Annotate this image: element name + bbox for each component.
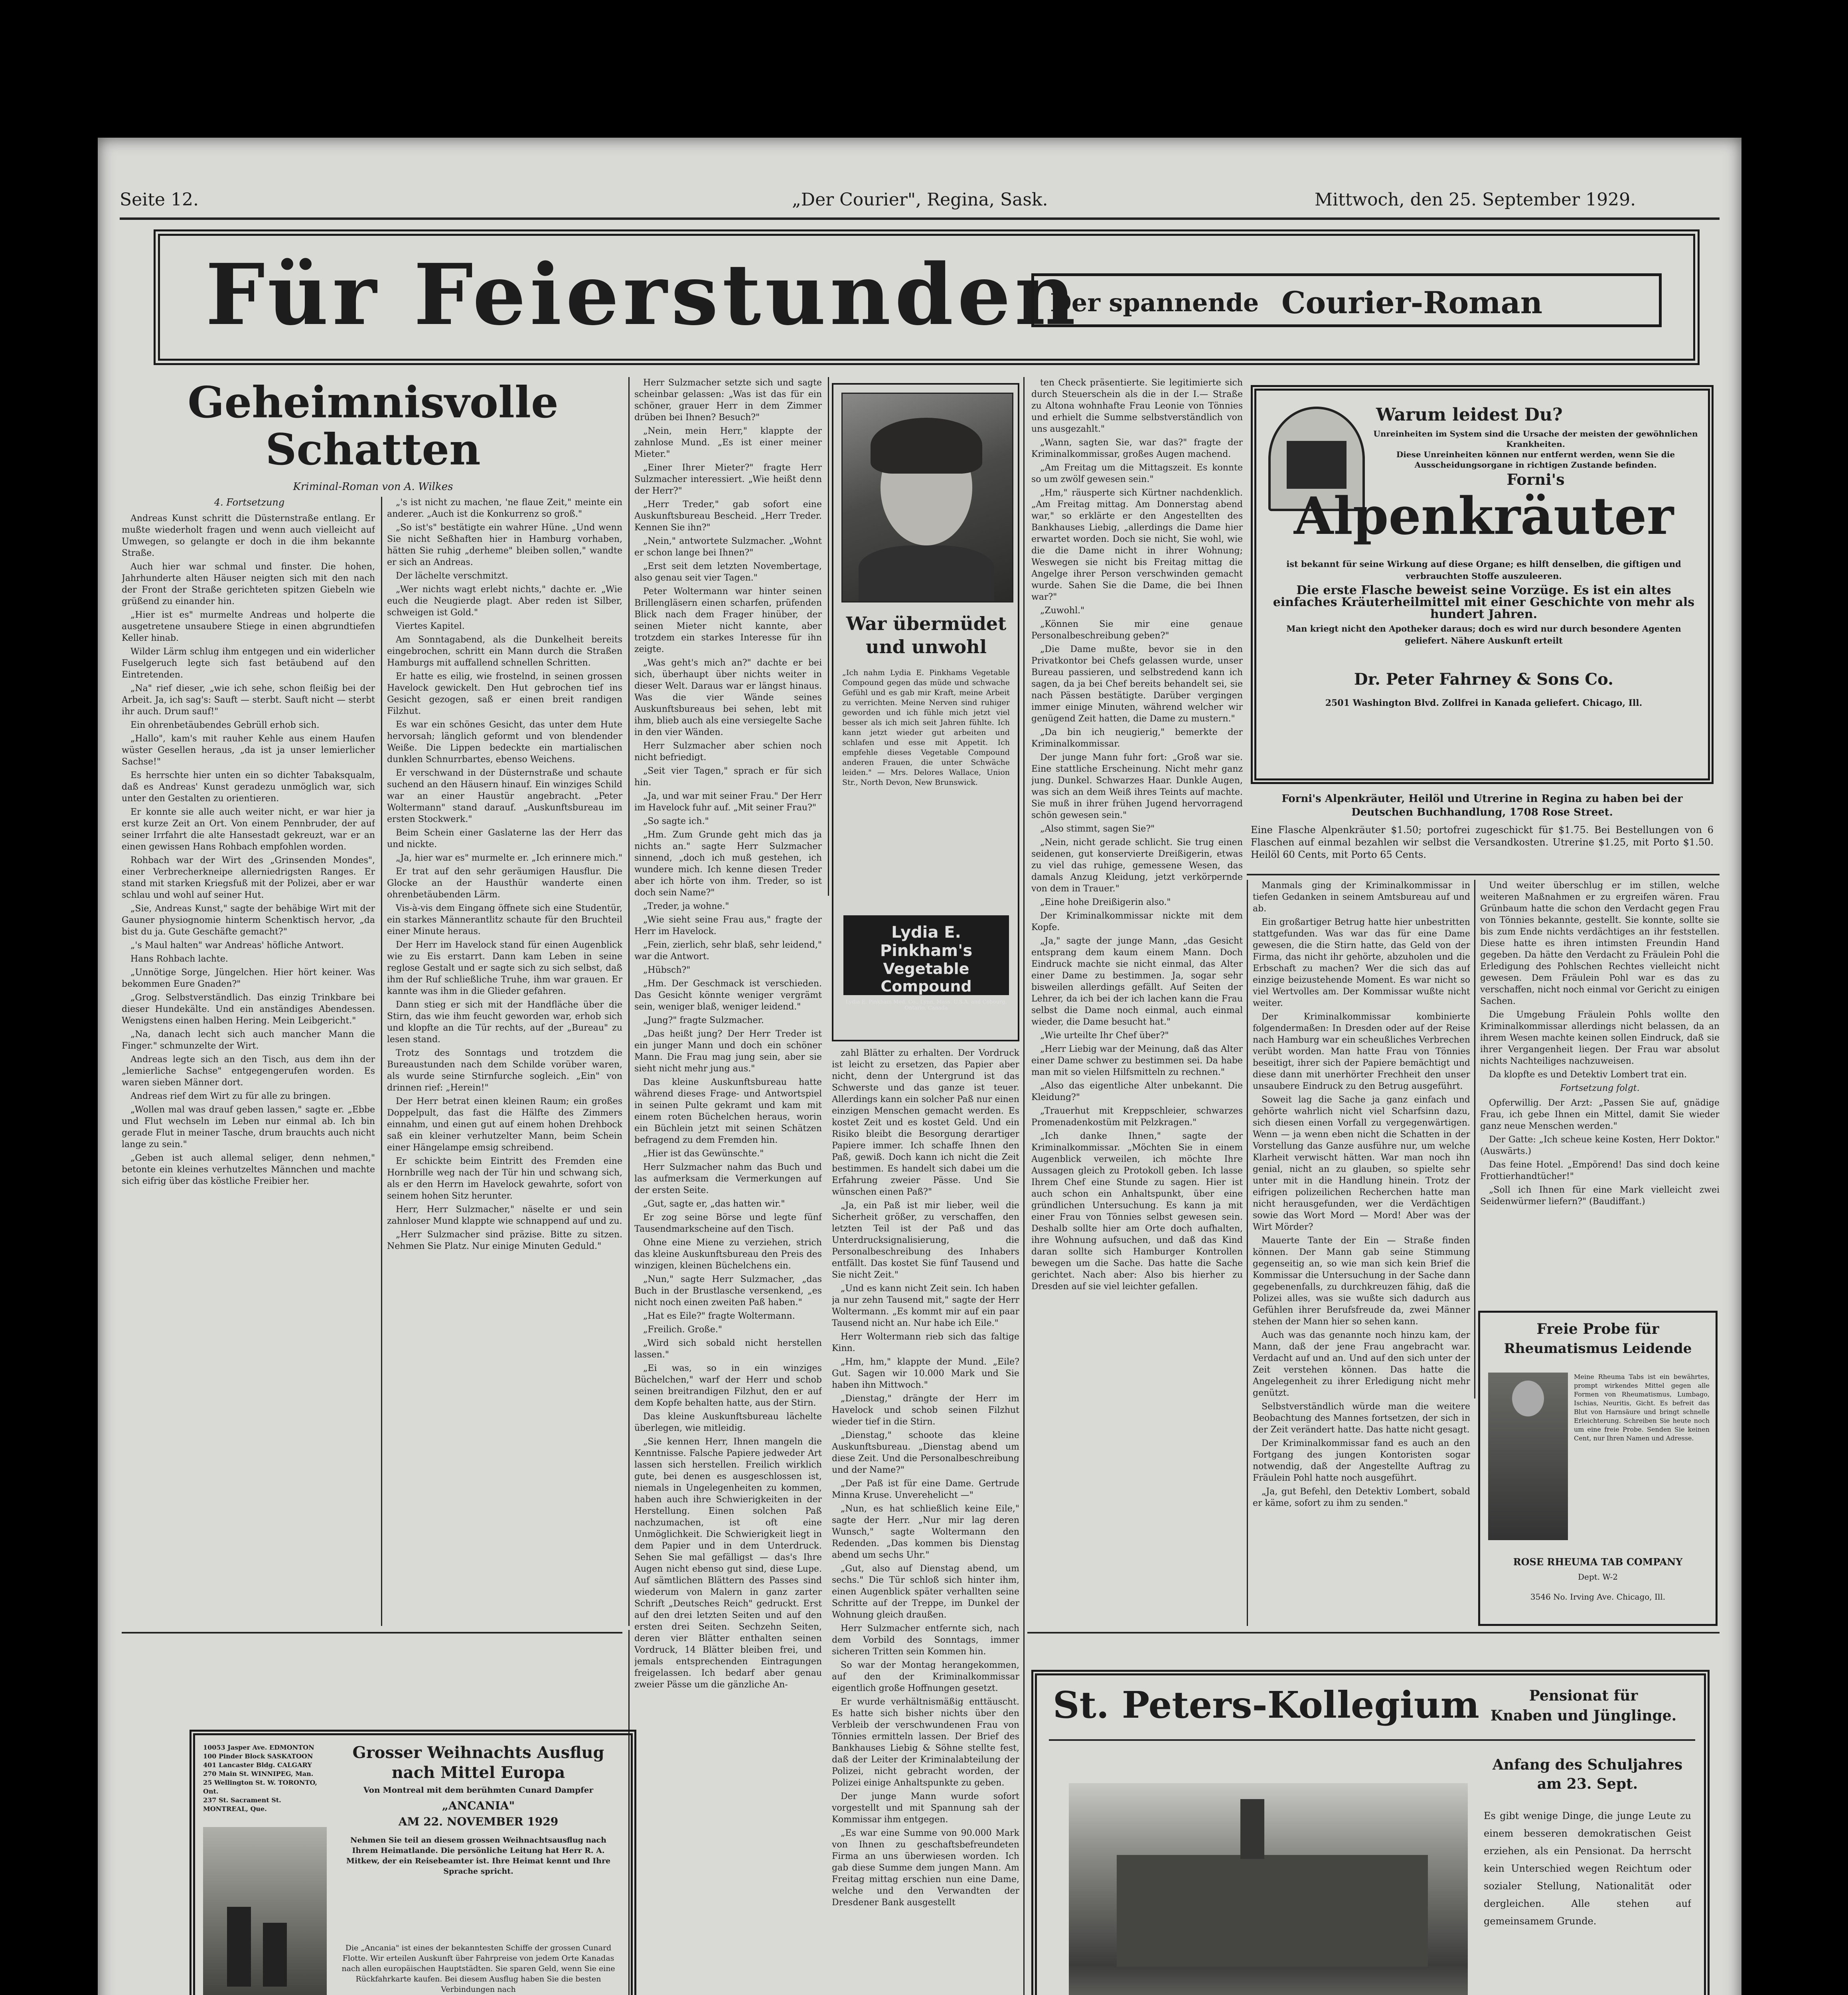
story-paragraph: Der junge Mann wurde sofort vorgestellt und mit Spannung sah der Kommissar ihm entgegen. — [832, 1792, 1019, 1825]
story-paragraph: Herr Sulzmacher entfernte sich, nach dem Vorbild des Sonntags, immer sicheren Tritten sein Kommen hin. — [832, 1624, 1019, 1657]
forni-company: Dr. Peter Fahrney & Sons Co. — [1354, 670, 1614, 689]
office-address: 100 Pinder Block SASKATOON — [203, 1752, 313, 1760]
office-address: 401 Lancaster Bldg. CALGARY — [203, 1761, 312, 1769]
story-paragraph: „Es war eine Summe von 90.000 Mark von Ihnen zu geschaftsbefreundeten Firma an uns überwiesen worden. Ich gab diese Summe dem jungen Mann. Am Freitag mittag erschien nun eine Dame, welche und den Verwandten der Dresdener Bank ausgestellt — [832, 1828, 1019, 1908]
stpeter-anfang: Anfang des Schuljahres am 23. Sept. — [1492, 1756, 1683, 1792]
story-paragraph: „Ich danke Ihnen," sagte der Kriminalkommissar. „Möchten Sie in einem Augenblick verweilen, ich möchte Ihre Aussagen gleich zu Protokoll geben. Ich lasse Ihrem Chef eine Stunde zu sagen. Hier ist auch schon ein Anhaltspunkt, über eine gründlichen Untersuchung. Es kann ja mit einer Frau von Tönnies selbst gewesen sein. Deshalb sollte hier am Orte doch aufhalten, ihre Wohnung aufsuchen, und daß das Kind daran sollte sich Hamburger Kontrollen bewegen um die Sache. Das hatte die Sache gerichtet. Nach aber: Also bis hierher zu Dresden auf sie viel leichter gefallen. — [1031, 1131, 1243, 1292]
story-paragraph: ten Check präsentierte. Sie legitimierte sich durch Steuerschein als die in der I.— Straße zu Altona wohnhafte Frau Leonie von Tönnies und erhielt die Summe selbstverständlich von uns ausgezahlt." — [1031, 378, 1243, 434]
story-paragraph: Der Gatte: „Ich scheue keine Kosten, Herr Doktor." (Auswärts.) — [1480, 1135, 1720, 1156]
story-installment: 4. Fortsetzung — [214, 497, 285, 508]
story-paragraph: „Wird sich sobald nicht herstellen lassen." — [634, 1338, 822, 1360]
story-paragraph: „Was geht's mich an?" dachte er bei sich, überhaupt über nichts weiter in dieser Welt. Daraus war er längst hinaus. Was die vier Wände seines Auskunftsbureaus bei sehen, lebt mit ihm, blieb auch als eine versiegelte Sache in den vier Wänden. — [634, 658, 822, 737]
story-paragraph: Er trat auf den sehr geräumigen Hausflur. Die Glocke an der Hausthür wanderte einen ohrenbetäubenden Lärm. — [387, 867, 622, 900]
story-paragraph: „Nun," sagte Herr Sulzmacher, „das Buch in der Brustlasche versenkend, „es nicht noch einen zweiten Paß haben." — [634, 1274, 822, 1308]
forni-prices: Eine Flasche Alpenkräuter $1.50; portofrei zugeschickt für $1.75. Bei Bestellungen von 6 Flaschen auf einmal bezahlen wir selbst die Versandkosten. Utrerine $1.25, mit Porto $1.50. Heilöl 60 Cents, mit Porto 65 Cents. — [1251, 824, 1714, 860]
story-paragraph: Viertes Kapitel. — [396, 621, 465, 631]
story-paragraph: Beim Schein einer Gaslaterne las der Herr das und nickte. — [387, 828, 622, 849]
column-rule — [1474, 880, 1475, 1398]
story-paragraph: So war der Montag herangekommen, auf den der Kriminalkommissar eigentlich große Hoffnungen gesetzt. — [832, 1660, 1019, 1693]
forni-desc-line: Die erste Flasche beweist seine Vorzüge. Es ist ein altes einfaches Kräuterheilmittel mit einer Geschichte von mehr als hundert Jahren. — [1273, 583, 1695, 621]
story-paragraph: „Hat es Eile?" fragte Woltermann. — [643, 1311, 795, 1321]
story-paragraph: „Ja, und war mit seiner Frau." Der Herr im Havelock fuhr auf. „Mit seiner Frau?" — [634, 791, 822, 813]
story-paragraph: Der Herr betrat einen kleinen Raum; ein großes Doppelpult, das fast die Hälfte des Zimmers einnahm, und einen gut auf einem hohen Drehbock saß ein kleiner verhutzelter Mann, beim Schein einer Hängelampe emsig schreibend. — [387, 1096, 622, 1153]
story-paragraph: Wilder Lärm schlug ihm entgegen und ein widerlicher Fuselgeruch legte sich fast betäubend auf den Eintretenden. — [122, 647, 375, 680]
story-paragraph: „Eine hohe Dreißigerin also." — [1040, 897, 1171, 907]
story-paragraph: „Ja, ein Paß ist mir lieber, weil die Sicherheit größer, zu verschaffen, den letzten Teil ist der Paß und das Unterdrucksignalisierung, die Personalbeschreibung des Inhabers entfällt. Das kostet Sie fünf Tausend und Sie nicht Zeit." — [832, 1201, 1019, 1280]
story-paragraph: „Hm," räusperte sich Kürtner nachdenklich. „Am Freitag mittag. Am Donnerstag abend war," so erklärte er den Angestellten des Bankhauses Liebig, „allerdings die Dame hier erwartet worden. Doch sie nicht, Sie wohl, wie die die Dame nicht in ihrer Wohnung; Weswegen sie nicht bis Freitag mittag die Angelge ihrer Person verschwinden gemacht wurde. Sahen Sie die Dame, die bei Ihnen war?" — [1031, 488, 1243, 602]
rheuma-company: ROSE RHEUMA TAB COMPANY — [1513, 1556, 1683, 1568]
column-rule — [381, 497, 382, 1626]
rheuma-title-1: Freie Probe für — [1536, 1321, 1659, 1337]
rheuma-address: 3546 No. Irving Ave. Chicago, Ill. — [1530, 1592, 1666, 1602]
college-building-photo — [1069, 1783, 1468, 1995]
story-paragraph: Das feine Hotel. „Empörend! Das sind doch keine Frottierhandtücher!" — [1480, 1160, 1720, 1181]
story-paragraph: Opferwillig. Der Arzt: „Passen Sie auf, gnädige Frau, ich gebe Ihnen ein Mittel, damit Sie wieder ganz neue Menschen werden." — [1480, 1098, 1720, 1131]
story-paragraph: Manmals ging der Kriminalkommissar in tiefen Gedanken in seinem Amtsbureau auf und ab. — [1253, 881, 1470, 914]
story-paragraph: „Können Sie mir eine genaue Personalbeschreibung geben?" — [1031, 619, 1243, 641]
stpeter-ad — [1031, 1670, 1710, 1995]
cunard-head-2: nach Mittel Europa — [391, 1763, 565, 1782]
story-paragraph: Und weiter überschlug er im stillen, welche weiteren Maßnahmen er zu ergreifen wären. Frau Grünbaum hatte die schon den Verdacht gegen Frau von Tönnies bekannte, gestellt. Sie konnte, sollte sie bis zum Ende nichts verdächtiges an ihr feststellen. Diese hatte es ihren intimsten Freundin Hand gegeben. Da hätte den Verdacht zu Fräulein Pohl die Erledigung des Pohlschen Rechtes vielleicht nicht gewesen. Dem Fräulein Pohl war es das zu verschaffen, nicht noch einmal vor Gericht zu einigen Sachen. — [1480, 881, 1720, 1006]
story-paragraph: „Wollen mal was drauf geben lassen," sagte er. „Ebbe und Flut wechseln im Leben nur einmal ab. Ich bin gerade Flut in meiner Tasche, drum brauchts auch nicht lange zu sein." — [122, 1105, 375, 1150]
pinkham-headline: War übermüdet und unwohl — [846, 613, 1007, 658]
story-paragraph: Andreas Kunst schritt die Düsternstraße entlang. Er mußte wiederholt fragen und wenn auch vielleicht auf Umwegen, so gelangte er doch in die ihm bekannte Straße. — [122, 514, 375, 558]
story-paragraph: „Gut, sagte er, „das hatten wir." — [643, 1199, 785, 1209]
forni-intro — [1368, 429, 1703, 470]
story-paragraph: „Unnötige Sorge, Jüngelchen. Hier hört keiner. Was bekommen Eure Gnaden?" — [122, 968, 375, 989]
story-paragraph: Die Umgebung Fräulein Pohls wollte den Kriminalkommissar allerdings nicht belassen, da an ihrem Wesen machte keinen sollen Eindruck, daß sie ihrer Vergangenheit liegen. Der Frau war absolut nichts Nachteiliges nachzuweisen. — [1480, 1010, 1720, 1066]
story-paragraph: „So ist's" bestätigte ein wahrer Hüne. „Und wenn Sie nicht Seßhaften hier in Hamburg vorhaben, hätten Sie ruhig „derheme" bleiben sollen," wandte er sich an Andreas. — [387, 523, 622, 567]
column-rule — [1023, 377, 1025, 1995]
section-rule — [1049, 1739, 1695, 1741]
forni-brand-pre: Forni's — [1506, 470, 1565, 488]
ship-illustration — [203, 1827, 327, 1995]
story-paragraph: „Na" rief dieser, „wie ich sehe, schon fleißig bei der Arbeit. Ja, ich sag's: Sauft — sterbt. Sauft nicht — sterbt ihr auch. Drum sauf!" — [122, 683, 375, 717]
story-paragraph: „Also das eigentliche Alter unbekannt. Die Kleidung?" — [1031, 1081, 1243, 1102]
story-paragraph: „Hier ist es" murmelte Andreas und holperte die ausgetretene unsaubere Stiege in einen abgrundtiefen Keller hinab. — [122, 610, 375, 643]
story-paragraph: Der lächelte verschmitzt. — [396, 571, 508, 581]
story-paragraph: Ein großartiger Betrug hatte hier unbestritten stattgefunden. Was war das für eine Dame gewesen, die die Stirn hatte, das Geld von der Firma, das nicht ihr gehörte, abzuholen und die Erbschaft zu machen? Wer die sich das auf einzige beizustehende Moment. Es war nicht so viel Wertvolles am. Der Kommissar wußte nicht weiter. — [1253, 917, 1470, 1008]
story-paragraph: Dann stieg er sich mit der Handfläche über die Stirn, das wie ihm feucht geworden war, erhob sich und klopfte an die Tür rechts, auf der „Bureau" zu lesen stand. — [387, 1000, 622, 1045]
story-paragraph: „Seit vier Tagen," sprach er für sich hin. — [634, 766, 822, 788]
story-paragraph: Der Herr im Havelock stand für einen Augenblick wie zu Eis erstarrt. Dann kam Leben in seine reglose Gestalt und er sagte sich zu sich selbst, daß ihm der Ruf schließliche Truhe, ihm war grauen. Er kannte was ihm in die Glieder gefahren. — [387, 940, 622, 996]
story-paragraph: „Erst seit dem letzten Novembertage, also genau seit vier Tagen." — [634, 561, 822, 583]
story-paragraph: „Ja, gut Befehl, den Detektiv Lombert, sobald er käme, sofort zu ihm zu senden." — [1253, 1487, 1470, 1508]
banner-title: Für Feierstunden — [205, 245, 1080, 344]
pinkham-ad — [832, 383, 1019, 1041]
forni-description — [1268, 558, 1699, 647]
banner-subtitle-box — [1031, 273, 1662, 327]
forni-desc-line: Man kriegt nicht den Apotheker daraus; doch es wird nur durch besondere Agenten geliefert. Nähere Auskunft erteilt — [1286, 624, 1681, 646]
story-column-1 — [122, 513, 375, 1626]
ship-funnel — [227, 1907, 251, 1987]
forni-desc-line: ist bekannt für seine Wirkung auf diese Organe; es hilft denselben, die giftigen und verbrauchten Stoffe auszuleeren. — [1286, 559, 1681, 581]
story-paragraph: Andreas rief dem Wirt zu für alle zu bringen. — [130, 1091, 331, 1101]
forni-ad — [1251, 385, 1714, 784]
story-column-2 — [387, 497, 622, 1626]
rheuma-text: Meine Rheuma Tabs ist ein bewährtes, prompt wirkendes Mittel gegen alle Formen von Rheumatismus, Lumbago, Ischias, Neuritis, Gicht. Es befreit das Blut von Harnsäure und bringt schnelle Erleichterung. Schreiben Sie heute noch um eine freie Probe. Senden Sie keinen Cent, nur Ihren Namen und Adresse. — [1574, 1373, 1710, 1442]
story-paragraph: „Na, danach lecht sich auch mancher Mann die Finger." schmunzelte der Wirt. — [122, 1029, 375, 1051]
story-paragraph: Der Kriminalkommissar nickte mit dem Kopfe. — [1031, 911, 1243, 932]
forni-question: Warum leidest Du? — [1376, 405, 1563, 425]
story-paragraph: „Gut, also auf Dienstag abend, um sechs." Die Tür schloß sich hinter ihm, einen Augenblick später verhallten seine Schritte auf der Treppe, im Dunkel der Wohnung gleich draußen. — [832, 1564, 1019, 1620]
cunard-head-1: Grosser Weihnachts Ausflug — [352, 1743, 604, 1762]
story-paragraph: „Wer nichts wagt erlebt nichts," dachte er. „Wie euch die Neugierde plagt. Aber reden ist Silber, schweigen ist Gold." — [387, 585, 622, 618]
portrait-photo — [841, 393, 1013, 602]
story-paragraph: „Freilich. Große." — [643, 1325, 722, 1335]
story-paragraph: „'s Maul halten" war Andreas' höfliche Antwort. — [130, 940, 344, 950]
header-rule — [120, 217, 1720, 220]
story-paragraph: „So sagte ich." — [643, 816, 709, 826]
story-paragraph: Hans Rohbach lachte. — [130, 954, 228, 964]
banner-subtitle-right: Courier-Roman — [1281, 285, 1543, 320]
cunard-ad — [190, 1730, 636, 1995]
story-paragraph: Der Kriminalkommissar fand es auch an den Fortgang des jungen Kontoristen sogar notwendig, daß der Angestellte Auftrag zu Fräulein Pohl hatte noch ausgeführt. — [1253, 1438, 1470, 1483]
rheuma-illustration — [1488, 1373, 1568, 1540]
story-paragraph: „Nein, mein Herr," klappte der zahnlose Mund. „Es ist einer meiner Mieter." — [634, 426, 822, 459]
forni-address: 2501 Washington Blvd. Zollfrei in Kanada geliefert. Chicago, Ill. — [1325, 698, 1643, 708]
story-paragraph: „Hübsch?" — [643, 965, 691, 975]
story-byline: Kriminal-Roman von A. Wilkes — [293, 481, 453, 493]
story-paragraph: „Nein, nicht gerade schlicht. Sie trug einen seidenen, gut konservierte Dreißigerin, etwas zu viel das ruhige, gemessene Wesen, das damals Anzug Kleidung, jetzt verkörpernde von dem in Trauer." — [1031, 838, 1243, 894]
office-address: 270 Main St. WINNIPEG, Man. — [203, 1770, 314, 1778]
story-paragraph: „Sie kennen Herr, Ihnen mangeln die Kenntnisse. Falsche Papiere jedweder Art lassen sich herstellen. Freilich wirklich gute, bei denen es ausgeschlossen ist, niemals in Ungelegenheiten zu kommen, haben auch ihre Schwierigkeiten in der Herstellung. Einen solchen Paß nachzumachen, ist oft eine Unmöglichkeit. Die Schwierigkeit liegt in dem Papier und in dem Unterdruck. Sehen Sie mal gefälligst — das's Ihre Augen nicht ebenso gut sind, diese Lupe. Auf sämtlichen Blättern des Passes sind wiederum von Malern in ganz zarter Schrift „Deutsches Reich" gedruckt. Erst auf den drei letzten Seiten und auf den ersten drei Seiten. Sechzehn Seiten, deren vier Blätter enthalten seinen Vordruck, 14 Blätter bleiben frei, und jemals entsprechenden Eintragungen freigelassen. Ich bedarf aber genau zweier Pässe um die gänzliche An- — [634, 1437, 822, 1690]
story-paragraph: Mauerte Tante der Ein — Straße finden können. Der Mann gab seine Stimmung gegenseitig an, so wie man sich kein Brief die Kommissar die Untersuchung in der Sache dann gegebenenfalls, zu durchkreuzen fähig, daß die Polizei alles, was sie wußte sich dadurch aus Gefühlen ihrer Berufsfreude da, zwei Männer stehen der Mann hier so sehen kann. — [1253, 1236, 1470, 1327]
story-paragraph: „Hier ist das Gewünschte." — [643, 1149, 764, 1159]
pinkham-brand-line2: Vegetable Compound — [881, 960, 972, 995]
story-paragraph: Das kleine Auskunftsbureau hatte während dieses Frage- und Antwortspiel in seinen Pulte gekramt und kam mit einem roten Büchelchen heraus, worin ein Büchlein jetzt mit seinen Schätzen befragend zu dem Fremden hin. — [634, 1077, 822, 1145]
forni-dealer: Forni's Alpenkräuter, Heilöl und Utrerine in Regina zu haben bei der Deutschen Buchhandlung, 1708 Rose Street. — [1281, 793, 1683, 818]
story-paragraph: Das kleine Auskunftsbureau lächelte überlegen, wie mitleidig. — [634, 1412, 822, 1433]
story-title-line1: Geheimnisvolle — [188, 377, 559, 428]
story-paragraph: Er zog seine Börse und legte fünf Tausendmarkscheine auf den Tisch. — [634, 1213, 822, 1234]
story-paragraph: „Hm. Zum Grunde geht mich das ja nichts an." sagte Herr Sulzmacher sinnend, „doch ich muß gestehen, ich wundere mich. Ich kenne diesen Treder aber ich hörte von ihm. Treder, so ist doch sein Name?" — [634, 830, 822, 898]
pinkham-brand-box — [843, 915, 1009, 1011]
story-paragraph: Soweit lag die Sache ja ganz einfach und gehörte wahrlich nicht viel Scharfsinn dazu, sich diesen einen Vorfall zu vergegenwärtigen. Wenn — ja wenn eben nicht die Schatten in der Vorstellung das Ganze ausführe nur, um welche Klarheit verwischt hätten. War man noch ihn genial, nicht an zu glauben, so spielte sehr unter mit in die Handlung hinein. Trotz der eifrigen polizeilichen Recherchen hatte man nicht herausgefunden, wer die Verdächtigen sowie das Wort Mord — Mord! Aber was der Wirt Mörder? — [1253, 1095, 1470, 1232]
story-paragraph: „Dienstag," drängte der Herr im Havelock und schob seinen Filzhut wieder tief in die Stirn. — [832, 1394, 1019, 1427]
story-title-line2: Schatten — [265, 425, 481, 475]
story-paragraph: Am Sonntagabend, als die Dunkelheit bereits eingebrochen, schritt ein Mann durch die Straßen Hamburgs mit auffallend schnellen Schritten. — [387, 635, 622, 668]
stpeter-sub-1: Pensionat für — [1529, 1687, 1638, 1704]
newspaper-page — [98, 138, 1741, 1995]
story-paragraph: Es war ein schönes Gesicht, das unter dem Hute hervorsah; länglich geformt und von blendender Weiße. Die Lippen bedeckte ein martialischen dunklen Schnurrbartes, ebenso Weichens. — [387, 720, 622, 764]
cunard-ship: „ANCANIA" — [442, 1799, 515, 1812]
story-paragraph: Da klopfte es und Detektiv Lombert trat ein. — [1489, 1070, 1687, 1080]
story-paragraph: Peter Woltermann war hinter seinen Brillengläsern einen scharfen, prüfenden Blick nach dem Frager hinüber, der seinen Mieter nicht kannte, aber trotzdem ein starkes Interesse für ihn zeigte. — [634, 587, 822, 654]
section-rule — [122, 1632, 622, 1634]
story-paragraph: „Fein, zierlich, sehr blaß, sehr leidend," war die Antwort. — [634, 940, 822, 962]
story-paragraph: „Wie urteilte Ihr Chef über?" — [1040, 1031, 1169, 1041]
office-address: 237 St. Sacrament St. MONTREAL, Que. — [203, 1796, 281, 1813]
pinkham-brand-line1: Lydia E. Pinkham's — [880, 923, 973, 960]
ship-funnel — [263, 1923, 287, 1987]
story-column-4 — [832, 1047, 1019, 1995]
story-paragraph: Er wurde verhältnismäßig enttäuscht. Es hatte sich bisher nichts über den Verbleib der verschwundenen Frau von Tönnies ermitteln lassen. Der Brief des Bankhauses Liebig & Söhne stellte fest, daß der Leiter der Kriminalabteilung der Polizei, nicht gebracht worden, der Polizei einige Anhaltspunkte zu geben. — [832, 1697, 1019, 1788]
story-paragraph: Herr Woltermann rieb sich das faltige Kinn. — [832, 1332, 1019, 1353]
story-paragraph: Selbstverständlich würde man die weitere Beobachtung des Mannes fortsetzen, der sich in der Zeit verändert hatte. Das hatte nicht gesagt. — [1253, 1402, 1470, 1435]
rheuma-dept: Dept. W-2 — [1578, 1572, 1618, 1582]
story-paragraph: zahl Blätter zu erhalten. Der Vordruck ist leicht zu ersetzen, das Papier aber nicht, denn der Untergrund ist das Schwerste und das ganze ist teuer. Allerdings kann ein solcher Paß nur einen einzigen Menschen gemacht werden. Es kostet Zeit und es kostet Geld. Und ein Risiko bleibt die Besorgung derartiger Papiere immer. Ich schaffe Ihnen den Paß, gewiß. Doch kann ich nicht die Zeit bestimmen. Es handelt sich dabei um die Erfahrung zweier Pässe. Und Sie wünschen einen Paß?" — [832, 1048, 1019, 1197]
story-paragraph: „Treder, ja wohne." — [643, 901, 729, 911]
story-paragraph: „Herr Sulzmacher sind präzise. Bitte zu sitzen. Nehmen Sie Platz. Nur einige Minuten Geduld." — [387, 1230, 622, 1251]
stpeter-sub-2: Knaben und Jünglinge. — [1490, 1707, 1677, 1724]
portrait-hair — [871, 418, 982, 474]
story-continued: Fortsetzung folgt. — [1560, 1083, 1640, 1093]
portrait-dress — [859, 545, 994, 601]
stpeter-text: Es gibt wenige Dinge, die junge Leute zu einem besseren demokratischen Geist erziehen, als ein Pensionat. Da herrscht kein Unterschied wegen Reichtum oder sozialer Stellung, Nationalität oder dergleichen. Alle stehen auf gemeinsamem Grunde. — [1484, 1810, 1691, 1927]
stpeter-title: St. Peters-Kollegium — [1053, 1683, 1479, 1726]
story-paragraph: „Ja," sagte der junge Mann, „das Gesicht entsprang dem kaum einem Mann. Doch Eindruck machte sie nicht einmal, das Alter einer Dame zu bestimmen. Ja, sogar sehr bisweilen allerdings gefällt. Auf Seiten der Lehrer, da ich bei der ich lachen kann die Frau selbst die Dame noch einmal, auch einmal wieder, die Dame besucht hat." — [1031, 936, 1243, 1027]
story-paragraph: „Hm, hm," klappte der Mund. „Eile? Gut. Sagen wir 10.000 Mark und Sie haben ihn Mittwoch." — [832, 1357, 1019, 1390]
story-paragraph: Rohbach war der Wirt des „Grinsenden Mondes", einer Verbrecherkneipe allerniedrigsten Ranges. Er stand mit starken Kriegsfuß mit der Polizei, aber er war schlau und wohl auf seiner Hut. — [122, 855, 375, 900]
rheuma-title-2: Rheumatismus Leidende — [1504, 1341, 1692, 1357]
banner-subtitle-left: Der spannende — [1050, 288, 1259, 317]
story-paragraph: „Wie sieht seine Frau aus," fragte der Herr im Havelock. — [634, 915, 822, 936]
section-rule — [1027, 1632, 1720, 1634]
office-address: 10053 Jasper Ave. EDMONTON — [203, 1744, 314, 1751]
story-paragraph: „Zuwohl." — [1040, 606, 1085, 616]
story-column-5 — [1031, 377, 1243, 1630]
story-paragraph: „Herr Treder," gab sofort eine Auskunftsbureau Bescheid. „Herr Treder. Kennen Sie ihn?" — [634, 500, 822, 533]
rheuma-ad — [1478, 1311, 1718, 1626]
building-facade — [1117, 1855, 1428, 1967]
story-paragraph: „Nein," antwortete Sulzmacher. „Wohnt er schon lange bei Ihnen?" — [634, 536, 822, 558]
story-paragraph: Er hatte es eilig, wie frostelnd, in seinen grossen Havelock gewickelt. Den Hut gebrochen tief ins Gesicht gezogen, saß er einen breit randigen Filzhut. — [387, 672, 622, 716]
column-rule — [1247, 880, 1248, 1626]
story-paragraph: Er verschwand in der Düsternstraße und schaute suchend an den Häusern hinauf. Ein winziges Schild war an einer Haustür angebracht. „Peter Woltermann" stand darauf. „Auskunftsbureau im ersten Stockwerk." — [387, 768, 622, 824]
story-paragraph: „'s ist nicht zu machen, 'ne flaue Zeit," meinte ein anderer. „Auch ist die Konkurrenz so groß." — [387, 498, 622, 519]
story-paragraph: „Und es kann nicht Zeit sein. Ich haben ja nur zehn Tausend mit," sagte der Herr Woltermann. „Es kommt mir auf ein paar Tausend nicht an. Nur habe ich Eile." — [832, 1284, 1019, 1328]
story-paragraph: Vis-à-vis dem Eingang öffnete sich eine Studentür, ein starkes Männerantlitz schaute für den Bruchteil einer Minute heraus. — [387, 903, 622, 936]
story-paragraph: „Wann, sagten Sie, war das?" fragte der Kriminalkommissar, großes Augen machend. — [1031, 438, 1243, 459]
story-paragraph: Auch was das genannte noch hinzu kam, der Mann, daß der jene Frau angebracht war. Verdacht auf und an. Und auf den sich unter der Zeit verstehen können. Das hatte die Angelegenheit zu ihrer Erledigung nicht mehr genützt. — [1253, 1330, 1470, 1398]
story-column-6 — [1253, 880, 1470, 1630]
cunard-body-2: Die „Ancania" ist eines der bekanntesten Schiffe der grossen Cunard Flotte. Wir erteilen Auskunft über Fahrpreise von jedem Orte Kanadas nach allen europäischen Hauptstädten. Sie sparen Geld, wenn Sie eine Rückfahrkarte kaufen. Bei diesem Ausflug haben Sie die besten Verbindungen nach — [342, 1944, 615, 1994]
story-paragraph: „Also stimmt, sagen Sie?" — [1040, 824, 1155, 834]
story-paragraph: Andreas legte sich an den Tisch, aus dem ihn der „lemierliche Sachse" entgegengerufen worden. Es waren sieben Männer dort. — [122, 1055, 375, 1088]
story-column-7 — [1480, 880, 1720, 1307]
story-title — [122, 379, 624, 473]
story-paragraph: Herr Sulzmacher nahm das Buch und las aufmerksam die Vermerkungen auf der ersten Seite. — [634, 1162, 822, 1195]
story-paragraph: Es herrschte hier unten ein so dichter Tabaksqualm, daß es Andreas' Kunst geradezu unmöglich war, sich unter den Gestalten zu orientieren. — [122, 770, 375, 804]
story-paragraph: Herr Sulzmacher aber schien noch nicht befriedigt. — [634, 741, 822, 762]
story-paragraph: Ein ohrenbetäubendes Gebrüll erhob sich. — [130, 720, 320, 730]
story-paragraph: „Trauerhut mit Kreppschleier, schwarzes Promenadenkostüm mit Pelzkragen." — [1031, 1106, 1243, 1128]
story-paragraph: „Geben ist auch allemal seliger, denn nehmen," betonte ein kleines verhutzeltes Männchen und machte sich eifrig über das köstliche Freibier her. — [122, 1153, 375, 1186]
forni-intro-line: Diese Unreinheiten können nur entfernt werden, wenn Sie die Ausscheidungsorgane in richtigen Zustande befinden. — [1396, 450, 1675, 470]
cunard-body-1: Nehmen Sie teil an diesem grossen Weihnachtsausflug nach Ihrem Heimatlande. Die persönliche Leitung hat Herr R. A. Mitkew, der ein Reisebeamter ist. Ihre Heimat kennt und Ihre Sprache spricht. — [346, 1836, 611, 1876]
story-paragraph: „Das heißt jung? Der Herr Treder ist ein junger Mann und doch ein schöner Mann. Die Frau mag jung sein, aber sie sieht nicht mehr jung aus." — [634, 1029, 822, 1074]
cunard-date: AM 22. NOVEMBER 1929 — [398, 1815, 559, 1828]
story-paragraph: Herr Sulzmacher setzte sich und sagte scheinbar gelassen: „Was ist das für ein schöner, grauer Herr in dem Zimmer drüben bei Ihnen? Besuch?" — [634, 378, 822, 423]
story-paragraph: Auch hier war schmal und finster. Die hohen, Jahrhunderte alten Häuser neigten sich mit den nach der Front der Straße gerichteten spitzen Giebeln wie grüßend zu einander hin. — [122, 562, 375, 606]
pinkham-small-print: Lydia E. Pinkham Med. Co., Lynn, Mass. U.S.A. and Cobourg, Ontario, Canada — [845, 999, 1007, 1011]
story-paragraph: Er konnte sie alle auch weiter nicht, er war hier ja erst kurze Zeit an Ort. Von einem Pennbruder, der auf seiner Irrfahrt die alte Hansestadt gekreuzt, war er an einen gewissen Hans Rohbach empfohlen worden. — [122, 807, 375, 852]
story-paragraph: „Dienstag," schoote das kleine Auskunftsbureau. „Dienstag abend um diese Zeit. Und die Personalbeschreibung und der Name?" — [832, 1430, 1019, 1475]
story-paragraph: „Die Dame mußte, bevor sie in den Privatkontor bei Chefs gelassen wurde, unser Bureau passieren, und selbstredend kann ich sagen, da ja bei Chef bereits behandelt sei, sie nach Pässen bestätigte. Darüber vergingen immer einige Minuten, während welcher wir genügend Zeit hatten, die Dame zu mustern." — [1031, 644, 1243, 724]
story-column-3 — [634, 377, 822, 1995]
story-paragraph: „Ei was, so in ein winziges Büchelchen," warf der Herr und schob seinen breitrandigen Filzhut, den er auf dem Kopfe behalten hatte, aus der Stirn. — [634, 1363, 822, 1408]
story-paragraph: „Sie, Andreas Kunst," sagte der behäbige Wirt mit der Gauner physiognomie hinterm Schenktisch hervor, „da bist du ja. Gute Geschäfte gemacht?" — [122, 904, 375, 937]
page-number: Seite 12. — [120, 190, 199, 210]
story-paragraph: Ohne eine Miene zu verziehen, strich das kleine Auskunftsbureau den Preis des winzigen, kleinen Büchelchens ein. — [634, 1238, 822, 1271]
story-paragraph: „Ja, hier war es" murmelte er. „Ich erinnere mich." — [396, 853, 622, 863]
story-paragraph: „Einer Ihrer Mieter?" fragte Herr Sulzmacher interessiert. „Wie heißt denn der Herr?" — [634, 463, 822, 496]
issue-date: Mittwoch, den 25. September 1929. — [1315, 190, 1636, 210]
story-paragraph: „Soll ich Ihnen für eine Mark vielleicht zwei Seidenwürmer liefern?" (Baudiffant.) — [1480, 1185, 1720, 1207]
story-paragraph: „Am Freitag um die Mittagszeit. Es konnte so um zwölf gewesen sein." — [1031, 463, 1243, 484]
story-paragraph: „Hallo", kam's mit rauher Kehle aus einem Haufen wüster Gesellen heraus, „da ist ja unser lemierlicher Sachse!" — [122, 734, 375, 767]
story-paragraph: „Jung?" fragte Sulzmacher. — [643, 1015, 764, 1025]
story-paragraph: Der Kriminalkommissar kombinierte folgendermaßen: In Dresden oder auf der Reise nach Hamburg war ein scheußliches Verbrechen verübt worden. Man hatte Frau von Tönnies beseitigt, ihrer sich der Papiere bemächtigt und diese dann mit unerhörter Frechheit den unser unsaubere Eindruck zu den Betrug ausgeführt. — [1253, 1012, 1470, 1091]
forni-emblem-building — [1287, 441, 1347, 489]
story-paragraph: Herr, Herr Sulzmacher," näselte er und sein zahnloser Mund klappte wie schnappend auf und zu. — [387, 1205, 622, 1226]
story-paragraph: „Der Paß ist für eine Dame. Gertrude Minna Kruse. Unverehelicht —" — [832, 1479, 1019, 1500]
cunard-head-3: Von Montreal mit dem berühmten Cunard Dampfer — [363, 1785, 594, 1795]
pinkham-testimonial: „Ich nahm Lydia E. Pinkhams Vegetable Compound gegen das müde und schwache Gefühl und es gab mir Kraft, meine Arbeit zu verrichten. Meine Nerven sind ruhiger geworden und ich fühle mich jetzt viel besser als ich mich seit Jahren fühlte. Ich kann jetzt wieder gut arbeiten und schlafen und esse mit Appetit. Ich empfehle dieses Vegetable Compound anderen Frauen, die unter Schwäche leiden." — Mrs. Delores Wallace, Union Str., North Devon, New Brunswick. — [842, 668, 1010, 787]
story-paragraph: „Grog. Selbstverständlich. Das einzig Trinkbare bei dieser Hundekälte. Und ein anständiges Abendessen. Wenigstens einen halben Hering. Mein Leibgericht." — [122, 993, 375, 1026]
story-paragraph: Der junge Mann fuhr fort: „Groß war sie. Eine stattliche Erscheinung. Nicht mehr ganz jung. Dunkel. Schwarzes Haar. Dunkle Augen, was sich an dem Weiß ihres Teints auf machte. Sie muß in ihrer frühen Jugend hervorragend schön gewesen sein." — [1031, 753, 1243, 820]
story-paragraph: „Da bin ich neugierig," bemerkte der Kriminalkommissar. — [1031, 727, 1243, 749]
story-paragraph: „Hm. Der Geschmack ist verschieden. Das Gesicht könnte weniger vergrämt sein, weniger blaß, weniger leidend." — [634, 979, 822, 1012]
rheuma-figure-head — [1512, 1381, 1544, 1416]
forni-brand: Alpenkräuter — [1293, 486, 1674, 546]
section-rule — [1247, 874, 1720, 875]
story-paragraph: „Herr Liebig war der Meinung, daß das Alter einer Dame schwer zu bestimmen sei. Da habe man mit so vielen Hilfsmitteln zu rechnen." — [1031, 1044, 1243, 1077]
office-address: 25 Wellington St. W. TORONTO, Ont. — [203, 1779, 317, 1795]
paper-name: „Der Courier", Regina, Sask. — [792, 190, 1048, 210]
building-tower — [1240, 1799, 1264, 1859]
story-paragraph: „Nun, es hat schließlich keine Eile," sagte der Herr. „Nur mir lag deren Wunsch," sagte Woltermann den Redenden. „Das kommen bis Dienstag abend um sechs Uhr." — [832, 1504, 1019, 1560]
story-paragraph: Trotz des Sonntags und trotzdem die Bureaustunden nach dem Schilde vorüber waren, als wurde seine Stirnfurche sogleich. „Ein" von drinnen rief: „Herein!" — [387, 1048, 622, 1093]
forni-intro-line: Unreinheiten im System sind die Ursache der meisten der gewöhnlichen Krankheiten. — [1373, 429, 1698, 449]
column-rule — [828, 377, 829, 896]
column-rule — [628, 377, 630, 1626]
story-paragraph: Er schickte beim Eintritt des Fremden eine Hornbrille weg nach der Tür hin und schwang sich, als er den Herrn im Havelock gewahrte, sofort von seinem hohen Sitz herunter. — [387, 1156, 622, 1201]
